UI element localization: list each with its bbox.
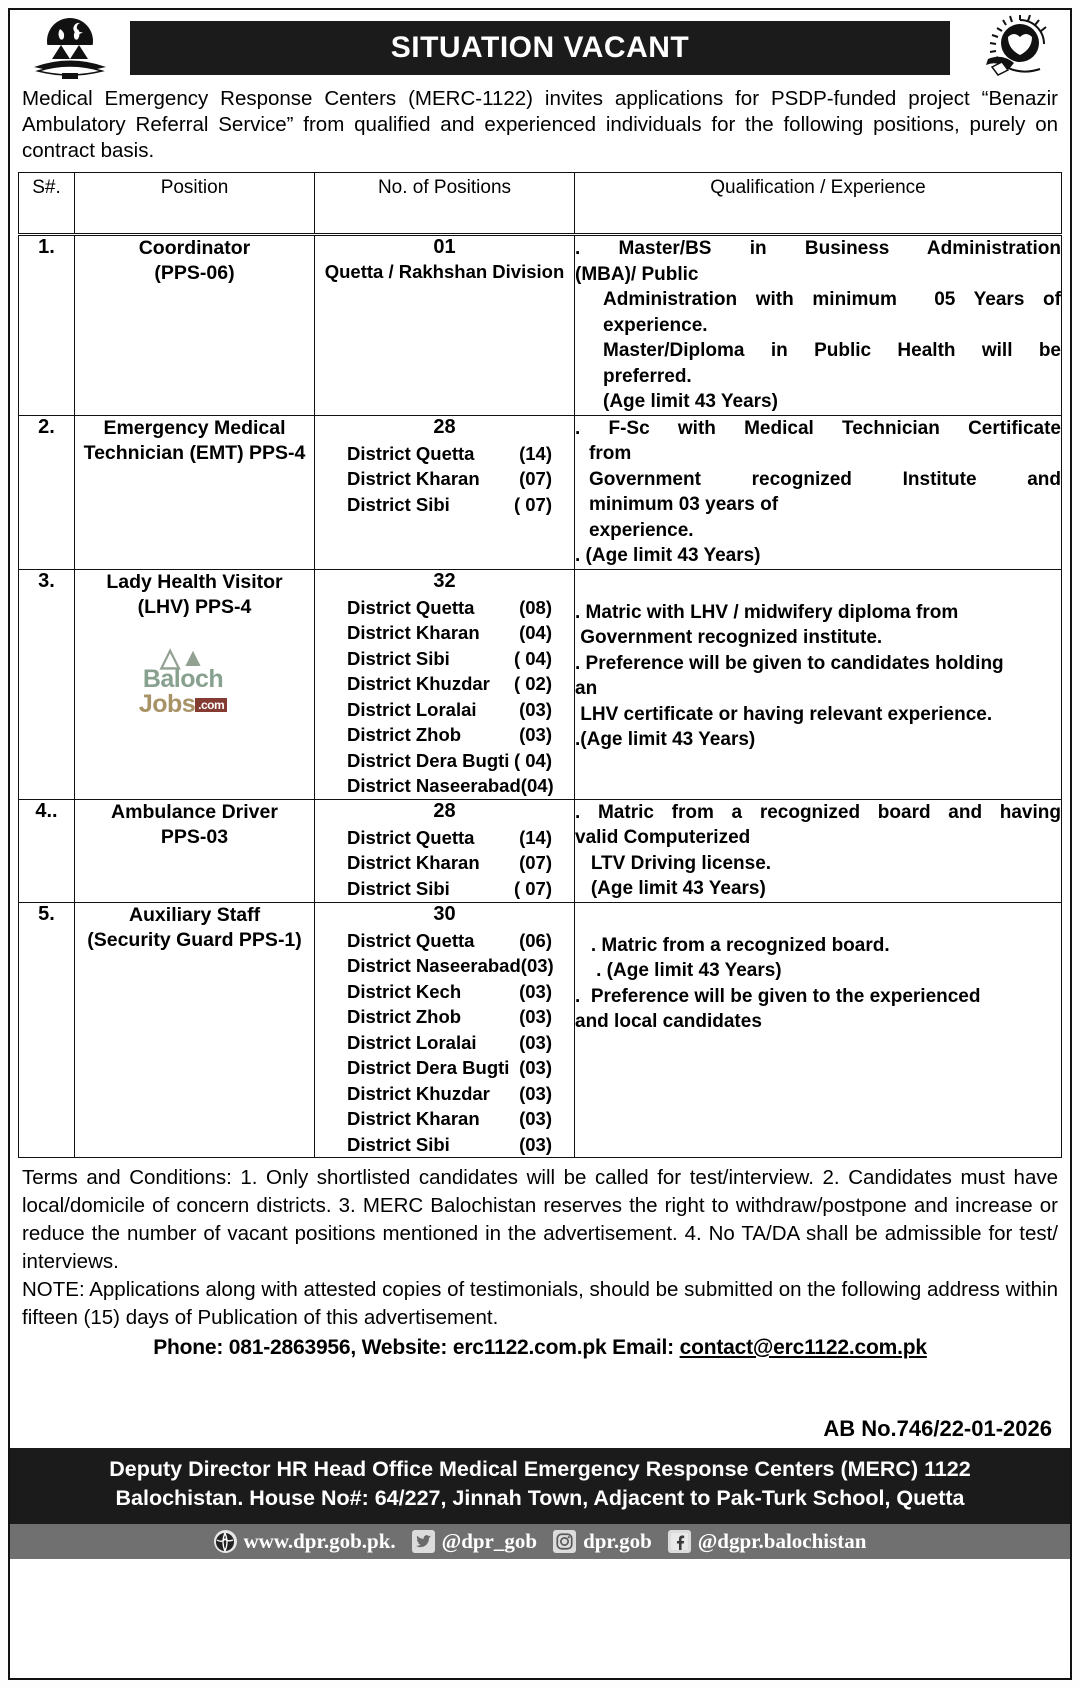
footer-address-banner <box>10 1448 1070 1522</box>
district-item <box>315 876 574 902</box>
district-item <box>315 671 574 697</box>
watermark-line-2: Jobs .com <box>123 692 243 718</box>
positions-total: 01 <box>433 236 456 258</box>
qualification-line: (Age limit 43 Years) <box>575 878 766 899</box>
cell-sno: 1. <box>19 235 75 416</box>
qualification-line: . Preference will be given to the experienced <box>575 985 981 1007</box>
qualification-line: Government recognized Institute and <box>589 468 1061 490</box>
district-list <box>315 595 574 799</box>
position-line: Auxiliary Staff <box>128 903 261 926</box>
footer-line-1: Deputy Director HR Head Office Medical Emergency Response Centers (MERC) 1122 <box>109 1457 971 1481</box>
cell-positions-count <box>315 235 575 416</box>
district-item <box>315 748 574 774</box>
district-name: District Dera Bugti <box>347 1057 510 1078</box>
header <box>10 10 1070 82</box>
table-row <box>19 902 1062 1158</box>
cell-positions-count <box>315 902 575 1158</box>
table-row <box>19 415 1062 569</box>
position-line: (PPS-06) <box>154 262 235 284</box>
ab-number: AB No.746/22-01-2026 <box>823 1416 1052 1441</box>
qualification-line: LTV Driving license. <box>575 852 772 874</box>
district-name: District Zhob <box>347 1006 462 1027</box>
district-count: (06) <box>519 929 552 951</box>
positions-location: Quetta / Rakhshan Division <box>324 261 565 282</box>
intro-paragraph <box>10 82 1070 166</box>
qualification-line: minimum 03 years of <box>589 494 779 515</box>
district-item <box>315 620 574 646</box>
social-item-facebook[interactable] <box>668 1529 867 1554</box>
qualification-line: . Matric from a recognized board and having <box>575 801 1061 823</box>
cell-position <box>75 902 315 1158</box>
banner-title <box>130 21 950 75</box>
terms-and-conditions <box>10 1158 1070 1332</box>
qualification-line: (Age limit 43 Years) <box>603 391 778 412</box>
qualification-line: . Master/BS in Business Administration <box>575 238 1061 259</box>
page-title: SITUATION VACANT <box>390 31 690 64</box>
qualification-line: LHV certificate or having relevant experience. <box>575 703 993 725</box>
district-name: District Loralai <box>347 698 477 720</box>
district-item <box>315 850 574 876</box>
instagram-icon <box>553 1530 576 1553</box>
qualification-line: . F-Sc with Medical Technician Certificate <box>575 417 1061 439</box>
social-item-twitter[interactable] <box>412 1529 537 1554</box>
district-count: (03) <box>519 1031 552 1053</box>
district-name: District Zhob <box>347 724 462 745</box>
district-list <box>315 441 574 518</box>
cell-position <box>75 569 315 799</box>
district-name: District Kharan <box>347 468 480 489</box>
table-row <box>19 799 1062 902</box>
qualification-line: experience. <box>603 314 708 336</box>
cell-qualification <box>575 569 1062 799</box>
website-label: Website: <box>361 1336 448 1359</box>
district-count: (14) <box>519 442 552 464</box>
footer-line-2: Balochistan. House No#: 64/227, Jinnah Town, Adjacent to Pak-Turk School, Quetta <box>115 1486 965 1510</box>
district-count: ( 07) <box>513 877 552 899</box>
district-name: District Kech <box>347 980 462 1002</box>
cell-qualification <box>575 235 1062 416</box>
district-item <box>315 441 574 467</box>
cell-sno: 2. <box>19 415 75 569</box>
balochistan-government-emblem-icon <box>16 14 124 82</box>
district-item <box>315 979 574 1005</box>
qualification-line: . Matric from a recognized board. <box>575 934 890 956</box>
district-count: (08) <box>519 596 552 618</box>
cell-qualification <box>575 902 1062 1158</box>
district-count: (14) <box>519 826 552 848</box>
table-body <box>19 235 1062 1158</box>
social-label-twitter: @dpr_gob <box>441 1529 538 1553</box>
cell-position <box>75 235 315 416</box>
district-list <box>315 928 574 1158</box>
qualification-line: and local candidates <box>575 1011 762 1032</box>
contact-line <box>10 1332 1070 1360</box>
cell-position <box>75 799 315 902</box>
district-count: ( 07) <box>513 493 552 515</box>
qualification-line: (MBA)/ Public <box>575 263 699 285</box>
facebook-icon <box>668 1530 691 1553</box>
qualification-line: experience. <box>589 519 694 541</box>
qualification-line: from <box>589 443 632 464</box>
district-item <box>315 928 574 954</box>
district-name: District Loralai <box>347 1031 477 1053</box>
district-count: (03) <box>520 955 554 976</box>
district-item <box>315 492 574 518</box>
positions-table <box>18 172 1062 1158</box>
district-count: ( 04) <box>513 749 552 771</box>
cell-position <box>75 415 315 569</box>
district-name: District Sibi <box>347 1133 450 1155</box>
intro-text: Medical Emergency Response Centers (MERC-1122) invites applications for PSDP-funded project “Benazir Ambulatory Referral Service” from qualified and experienced individuals for the following positions, purely on contract basis. <box>22 87 1058 162</box>
cell-positions-count <box>315 799 575 902</box>
district-name: District Dera Bugti <box>347 749 510 771</box>
qualification-line: valid Computerized <box>575 827 751 848</box>
district-item <box>315 1132 574 1158</box>
position-line: (LHV) PPS-4 <box>137 595 252 618</box>
qualification-line: . Matric with LHV / midwifery diploma from <box>575 601 959 623</box>
qualification-line: . (Age limit 43 Years) <box>575 960 782 981</box>
district-item <box>315 722 574 748</box>
social-item-website[interactable] <box>214 1529 396 1554</box>
table-row <box>19 569 1062 799</box>
social-label-website: www.dpr.gob.pk. <box>243 1529 396 1553</box>
table-header-row <box>19 173 1062 235</box>
district-name: District Naseerabad <box>347 955 521 976</box>
note-text: NOTE: Applications along with attested copies of testimonials, should be submitted on the following address within fifteen (15) days of Publication of this advertisement. <box>22 1278 1058 1329</box>
positions-total: 28 <box>433 799 456 822</box>
district-name: District Sibi <box>347 493 450 515</box>
watermark-suffix: .com <box>195 698 227 712</box>
district-item <box>315 773 574 799</box>
district-name: District Quetta <box>347 826 475 848</box>
district-item <box>315 697 574 723</box>
qualification-line: . Preference will be given to candidates holding <box>575 652 1004 674</box>
cell-qualification <box>575 799 1062 902</box>
district-item <box>315 595 574 621</box>
district-count: (03) <box>519 1133 552 1155</box>
merc-1122-emblem-icon <box>956 14 1064 82</box>
district-name: District Kharan <box>347 852 480 873</box>
mountain-icon: △▲ <box>160 641 206 672</box>
cell-positions-count <box>315 569 575 799</box>
cell-sno: 3. <box>19 569 75 799</box>
district-name: District Kharan <box>347 1108 480 1129</box>
district-count: (03) <box>519 724 552 745</box>
district-count: (03) <box>519 980 552 1002</box>
district-item <box>315 1004 574 1030</box>
district-count: (03) <box>519 698 552 720</box>
position-line: Coordinator <box>138 237 251 259</box>
position-line: Emergency Medical <box>103 416 286 439</box>
globe-icon <box>214 1530 237 1553</box>
district-count: ( 04) <box>513 647 552 669</box>
footer-social-bar <box>10 1522 1070 1559</box>
positions-total: 32 <box>433 569 456 592</box>
phone-label: Phone: <box>153 1336 224 1359</box>
column-header-sno: S#. <box>19 173 75 235</box>
advertisement-frame <box>8 8 1072 1680</box>
district-name: District Naseerabad <box>347 775 521 796</box>
twitter-icon <box>412 1530 435 1553</box>
district-count: (07) <box>519 852 552 873</box>
district-count: (07) <box>519 468 552 489</box>
positions-total: 28 <box>433 415 456 438</box>
district-count: (03) <box>519 1006 552 1027</box>
district-count: ( 02) <box>513 673 552 694</box>
district-count: (04) <box>519 622 552 643</box>
district-count: (04) <box>520 775 554 796</box>
cell-sno: 5. <box>19 902 75 1158</box>
district-name: District Khuzdar <box>347 673 490 694</box>
district-item <box>315 646 574 672</box>
column-header-no-of-positions: No. of Positions <box>315 173 575 235</box>
qualification-line: preferred. <box>603 365 692 387</box>
qualification-line: .(Age limit 43 Years) <box>575 729 756 750</box>
website-value[interactable]: erc1122.com.pk <box>452 1336 607 1359</box>
district-name: District Quetta <box>347 596 475 618</box>
qualification-line: Administration with minimum 05 Years of <box>603 289 1061 310</box>
district-item <box>315 1055 574 1081</box>
position-line: (Security Guard PPS-1) <box>87 928 302 951</box>
social-item-instagram[interactable] <box>553 1529 652 1554</box>
balochjobs-watermark <box>123 641 243 718</box>
cell-qualification <box>575 415 1062 569</box>
cell-positions-count <box>315 415 575 569</box>
qualification-line: . (Age limit 43 Years) <box>575 545 761 566</box>
district-item <box>315 953 574 979</box>
email-value[interactable]: contact@erc1122.com.pk <box>679 1336 927 1359</box>
column-header-qualification: Qualification / Experience <box>575 173 1062 235</box>
email-label: Email: <box>612 1336 674 1359</box>
district-item <box>315 1030 574 1056</box>
table-header <box>19 173 1062 235</box>
qualification-line: Master/Diploma in Public Health will be <box>603 340 1061 361</box>
social-label-facebook: @dgpr.balochistan <box>697 1529 867 1553</box>
column-header-position: Position <box>75 173 315 235</box>
qualification-line: an <box>575 678 598 699</box>
district-name: District Sibi <box>347 647 450 669</box>
district-item <box>315 1106 574 1132</box>
district-name: District Khuzdar <box>347 1082 490 1104</box>
cell-sno: 4.. <box>19 799 75 902</box>
terms-text: Terms and Conditions: 1. Only shortlisted candidates will be called for test/interview. 2. Candidates must have local/domicile of concern districts. 3. MERC Balochistan reserves the right to withdraw/postpone and increase or reduce the number of vacant positions mentioned in the advertisement. 4. No TA/DA shall be admissible for test/ interviews. <box>22 1166 1058 1273</box>
district-list <box>315 825 574 902</box>
position-line: PPS-03 <box>160 825 229 848</box>
district-item <box>315 466 574 492</box>
position-line: Lady Health Visitor <box>106 570 283 593</box>
position-line: Ambulance Driver <box>111 800 278 823</box>
position-line: Technician (EMT) PPS-4 <box>83 441 306 464</box>
social-label-instagram: dpr.gob <box>583 1529 652 1553</box>
district-count: (03) <box>519 1082 552 1104</box>
district-count: (03) <box>519 1108 552 1129</box>
qualification-line: Government recognized institute. <box>575 627 883 648</box>
phone-value: 081-2863956, <box>228 1336 357 1359</box>
district-item <box>315 1081 574 1107</box>
table-row <box>19 235 1062 416</box>
district-item <box>315 825 574 851</box>
district-count: (03) <box>519 1057 552 1078</box>
district-name: District Kharan <box>347 622 480 643</box>
positions-total: 30 <box>433 902 456 925</box>
watermark-line-1: Baloch <box>142 664 224 693</box>
district-name: District Quetta <box>347 442 475 464</box>
district-name: District Quetta <box>347 929 475 951</box>
district-name: District Sibi <box>347 877 450 899</box>
